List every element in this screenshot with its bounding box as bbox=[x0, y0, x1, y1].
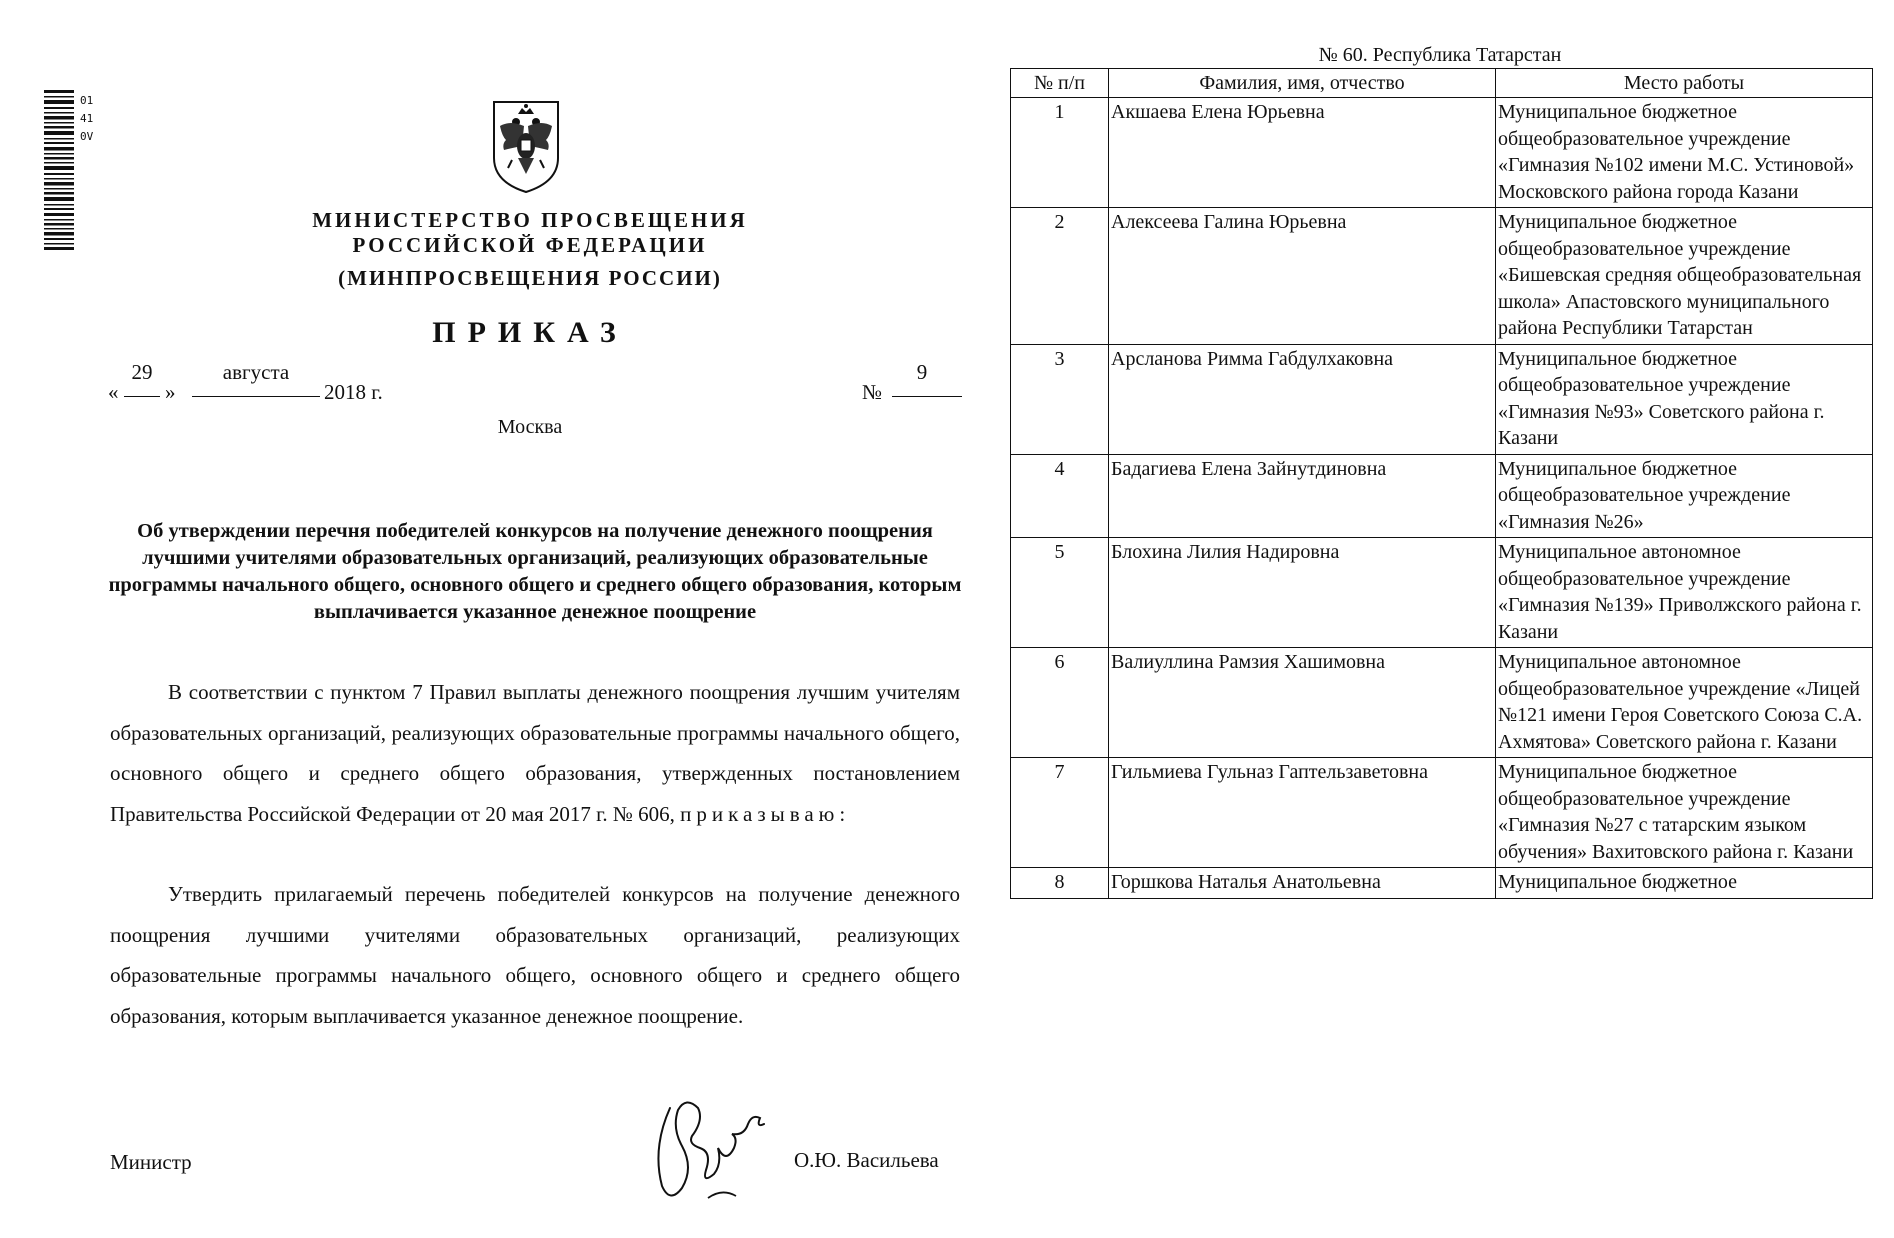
cell-name: Бадагиева Елена Зайнутдиновна bbox=[1109, 454, 1496, 538]
cell-number: 3 bbox=[1011, 344, 1109, 454]
winners-table bbox=[1010, 68, 1873, 899]
body-paragraph-1-text: В соответствии с пунктом 7 Правил выплаты денежного поощрения лучшим учителям образовательных организаций, реализующих образовательные программы начального общего, основного общего и среднего общего образования, утвержденных постановлением Правительства Российской Федерации от 20 мая 2017 г. № 606, bbox=[110, 680, 960, 826]
table-header-row bbox=[1011, 69, 1873, 98]
ministry-abbreviation: (МИНПРОСВЕЩЕНИЯ РОССИИ) bbox=[338, 266, 722, 290]
order-day: 29 bbox=[131, 360, 153, 384]
table-row bbox=[1011, 868, 1873, 899]
body-paragraph-2-text: Утвердить прилагаемый перечень победителей конкурсов на получение денежного поощрения лучшими учителями образовательных организаций, реализующих образовательные программы начального общего, основного общего и среднего общего образования, которым выплачивается указанное денежное поощрение. bbox=[110, 882, 960, 1028]
cell-number: 8 bbox=[1011, 868, 1109, 899]
table-caption: № 60. Республика Татарстан bbox=[1318, 44, 1562, 66]
signatory-title: Министр bbox=[110, 1150, 192, 1174]
table-row bbox=[1011, 454, 1873, 538]
cell-name: Акшаева Елена Юрьевна bbox=[1109, 98, 1496, 208]
cell-name: Алексеева Галина Юрьевна bbox=[1109, 208, 1496, 345]
column-header-workplace: Место работы bbox=[1496, 69, 1873, 98]
number-sign: № bbox=[862, 380, 883, 404]
order-number: 9 bbox=[916, 360, 928, 384]
signatory-name: О.Ю. Васильева bbox=[794, 1148, 939, 1172]
ministry-name-line2: РОССИЙСКОЙ ФЕДЕРАЦИИ bbox=[352, 233, 708, 257]
order-month: августа bbox=[222, 360, 290, 384]
cell-number: 2 bbox=[1011, 208, 1109, 345]
cell-workplace: Муниципальное бюджетное общеобразовательное учреждение «Гимназия №27 с татарским языком обучения» Вахитовского района г. Казани bbox=[1496, 758, 1873, 868]
cell-workplace: Муниципальное бюджетное общеобразовательное учреждение «Гимназия №93» Советского района г. Казани bbox=[1496, 344, 1873, 454]
cell-number: 1 bbox=[1011, 98, 1109, 208]
table-row bbox=[1011, 344, 1873, 454]
city: Москва bbox=[497, 416, 563, 438]
order-title: ПРИКАЗ bbox=[432, 316, 628, 349]
body-paragraph-2 bbox=[110, 874, 960, 1036]
barcode-digits: 01410V bbox=[80, 94, 94, 143]
table-row bbox=[1011, 758, 1873, 868]
order-subject: Об утверждении перечня победителей конкурсов на получение денежного поощрения лучшими учителями образовательных организаций, реализующих образовательные программы начального общего, основного общего и среднего общего образования, которым выплачивается указанное денежное поощрение bbox=[108, 520, 962, 623]
cell-name: Гильмиева Гульназ Гаптельзаветовна bbox=[1109, 758, 1496, 868]
cell-workplace: Муниципальное бюджетное bbox=[1496, 868, 1873, 899]
date-number-line bbox=[108, 360, 958, 406]
winners-table-container bbox=[1010, 68, 1874, 1014]
cell-workplace: Муниципальное автономное общеобразовательное учреждение «Лицей №121 имени Героя Советского Союза С.А. Ахмятова» Советского района г. Казани bbox=[1496, 648, 1873, 758]
column-header-number: № п/п bbox=[1011, 69, 1109, 98]
cell-workplace: Муниципальное автономное общеобразовательное учреждение «Гимназия №139» Приволжского района г. Казани bbox=[1496, 538, 1873, 648]
cell-number: 7 bbox=[1011, 758, 1109, 868]
table-row bbox=[1011, 648, 1873, 758]
ministry-name bbox=[250, 208, 810, 258]
order-year: 2018 г. bbox=[324, 380, 383, 404]
ministry-name-line1: МИНИСТЕРСТВО ПРОСВЕЩЕНИЯ bbox=[312, 208, 748, 232]
cell-workplace: Муниципальное бюджетное общеобразовательное учреждение «Гимназия №102 имени М.С. Устиновой» Московского района города Казани bbox=[1496, 98, 1873, 208]
body-paragraph-1 bbox=[110, 672, 960, 834]
prikazyvayu: приказываю: bbox=[680, 801, 851, 826]
cell-number: 5 bbox=[1011, 538, 1109, 648]
handwritten-signature bbox=[648, 1088, 773, 1218]
cell-number: 6 bbox=[1011, 648, 1109, 758]
quote-close: » bbox=[165, 380, 176, 404]
cell-name: Валиуллина Рамзия Хашимовна bbox=[1109, 648, 1496, 758]
cell-number: 4 bbox=[1011, 454, 1109, 538]
cell-name: Горшкова Наталья Анатольевна bbox=[1109, 868, 1496, 899]
cell-workplace: Муниципальное бюджетное общеобразовательное учреждение «Бишевская средняя общеобразовательная школа» Апастовского муниципального района Республики Татарстан bbox=[1496, 208, 1873, 345]
column-header-name: Фамилия, имя, отчество bbox=[1109, 69, 1496, 98]
day-underline bbox=[124, 396, 160, 397]
table-row bbox=[1011, 98, 1873, 208]
table-row bbox=[1011, 538, 1873, 648]
month-underline bbox=[192, 396, 320, 397]
cell-name: Блохина Лилия Надировна bbox=[1109, 538, 1496, 648]
cell-workplace: Муниципальное бюджетное общеобразовательное учреждение «Гимназия №26» bbox=[1496, 454, 1873, 538]
coat-of-arms-emblem bbox=[488, 96, 564, 196]
quote-open: « bbox=[108, 380, 119, 404]
cell-name: Арсланова Римма Габдулхаковна bbox=[1109, 344, 1496, 454]
table-row bbox=[1011, 208, 1873, 345]
number-underline bbox=[892, 396, 962, 397]
